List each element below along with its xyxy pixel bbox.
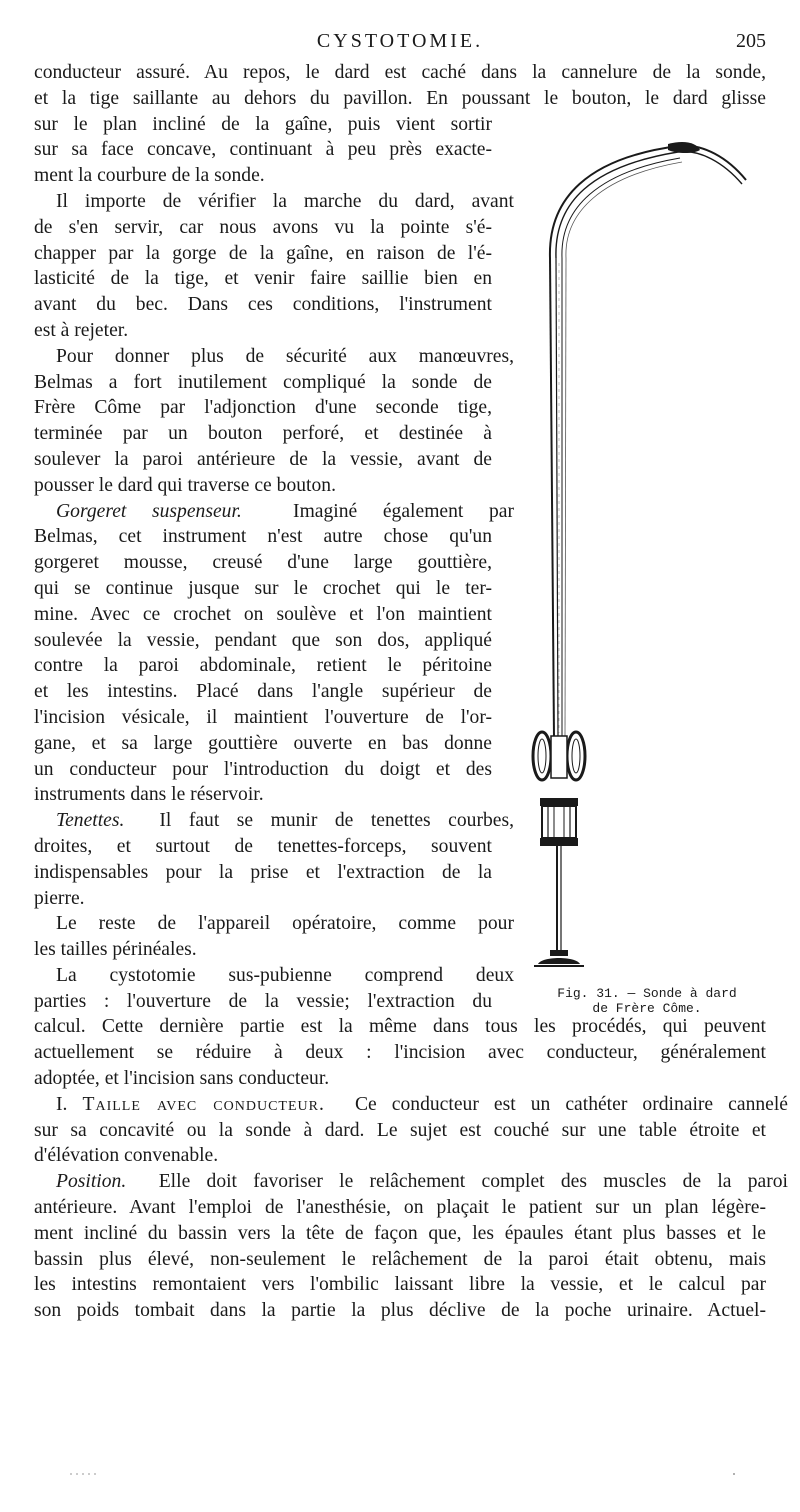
figure-sonde-a-dard: [528, 138, 766, 1016]
text-line: lasticité de la tige, et venir faire saillie bien en: [34, 268, 492, 290]
text-line: Belmas a fort inutilement compliqué la sonde de: [34, 371, 492, 393]
text-line: instruments dans le réservoir.: [34, 784, 264, 806]
text-line: gorgeret mousse, creusé d'une large gouttière,: [34, 552, 492, 574]
text-line: droites, et surtout de tenettes-forceps, souvent: [34, 835, 492, 857]
text-line: ment la courbure de la sonde.: [34, 165, 265, 187]
text-line: les tailles périnéales.: [34, 939, 197, 961]
text-run: Elle doit favoriser le relâchement complet des muscles de la paroi: [158, 1171, 788, 1193]
text-line: conducteur assuré. Au repos, le dard est caché dans la cannelure de la sonde,: [34, 62, 766, 83]
text-line: sur sa concavité ou la sonde à dard. Le sujet est couché sur une table étroite et: [34, 1119, 766, 1141]
paragraph-start: [34, 808, 514, 834]
text-line: gane, et sa large gouttière ouverte en bas donne: [34, 732, 492, 754]
text-line: pierre.: [34, 887, 85, 909]
caption-line: de Frère Côme.: [592, 1001, 702, 1016]
page-header: [34, 30, 766, 58]
text-line: ment incliné du bassin vers la tête de façon que, les épaules étant plus basses et le: [34, 1222, 766, 1244]
text-run: Imaginé également par: [293, 500, 514, 522]
text-line: bassin plus élevé, non-seulement le relâchement de la paroi était obtenu, mais: [34, 1248, 766, 1270]
text-line: sur sa face concave, continuant à peu près exacte-: [34, 139, 492, 161]
paragraph-start: [34, 1169, 788, 1195]
text-line: l'incision vésicale, il maintient l'ouverture de l'or-: [34, 706, 492, 728]
text-line: est à rejeter.: [34, 319, 129, 341]
paragraph-start: Le reste de l'appareil opératoire, comme pour: [56, 913, 514, 935]
text-line: d'élévation convenable.: [34, 1145, 219, 1167]
text-line: soulever la paroi antérieure de la vessie, avant de: [34, 448, 492, 470]
page-number: 205: [736, 30, 766, 52]
text-line: qui se continue jusque sur le crochet qui le ter-: [34, 577, 492, 599]
page-bottom-specks: [60, 1470, 740, 1478]
text-line: son poids tombait dans la partie la plus déclive de la poche urinaire. Actuel-: [34, 1300, 766, 1322]
section-heading-position: Position.: [56, 1171, 127, 1193]
text-line: pousser le dard qui traverse ce bouton.: [34, 474, 336, 496]
figure-caption: [528, 986, 766, 1016]
text-line: adoptée, et l'incision sans conducteur.: [34, 1068, 330, 1090]
caption-line: Fig. 31. — Sonde à dard: [557, 986, 737, 1001]
text-run: Ce conducteur est un cathéter ordinaire cannelé: [354, 1093, 788, 1115]
text-line: parties : l'ouverture de la vessie; l'extraction du: [34, 990, 492, 1012]
section-heading-taille: Taille avec conducteur.: [82, 1093, 325, 1115]
paragraph-start: [34, 499, 514, 525]
text-line: Frère Côme par l'adjonction d'une seconde tige,: [34, 397, 492, 419]
text-line: soulevée la vessie, pendant que son dos, appliqué: [34, 629, 492, 651]
text-line: actuellement se réduire à deux : l'incision avec conducteur, généralement: [34, 1042, 766, 1064]
text-line: chapper par la gorge de la gaîne, en raison de l'é-: [34, 242, 492, 264]
section-heading-gorgeret: Gorgeret suspenseur.: [56, 500, 242, 522]
text-line: sur le plan incliné de la gaîne, puis vient sortir: [34, 113, 492, 135]
text-line: les intestins remontaient vers l'ombilic laissant libre la vessie, et le calcul par: [34, 1274, 766, 1296]
paragraph-start: Il importe de vérifier la marche du dard, avant: [56, 190, 514, 212]
sonde-a-dard-illustration: [528, 138, 766, 978]
text-line: de s'en servir, car nous avons vu la pointe s'é-: [34, 216, 492, 238]
paragraph-start: Pour donner plus de sécurité aux manœuvres,: [56, 345, 514, 367]
text-line: Belmas, cet instrument n'est autre chose qu'un: [34, 526, 492, 548]
section-number: I.: [56, 1093, 68, 1115]
text-line: indispensables pour la prise et l'extraction de la: [34, 861, 492, 883]
running-title: CYSTOTOMIE.: [316, 30, 484, 52]
paragraph-start: La cystotomie sus-pubienne comprend deux: [56, 964, 514, 986]
section-heading-tenettes: Tenettes.: [56, 810, 125, 832]
text-line: calcul. Cette dernière partie est la même dans tous les procédés, qui peuvent: [34, 1016, 766, 1038]
text-line: terminée par un bouton perforé, et destinée à: [34, 423, 492, 445]
text-line: contre la paroi abdominale, retient le péritoine: [34, 655, 492, 677]
text-line: antérieure. Avant l'emploi de l'anesthésie, on plaçait le patient sur un plan légère-: [34, 1197, 766, 1219]
text-line: et les intestins. Placé dans l'angle supérieur de: [34, 681, 492, 703]
text-line: mine. Avec ce crochet on soulève et l'on maintient: [34, 603, 492, 625]
paragraph-start: [34, 1092, 788, 1118]
text-line: avant du bec. Dans ces conditions, l'instrument: [34, 294, 492, 316]
text-line: et la tige saillante au dehors du pavillon. En poussant le bouton, le dard glisse: [34, 87, 766, 109]
text-line: un conducteur pour l'introduction du doigt et des: [34, 758, 492, 780]
text-run: Il faut se munir de tenettes courbes,: [159, 810, 514, 832]
